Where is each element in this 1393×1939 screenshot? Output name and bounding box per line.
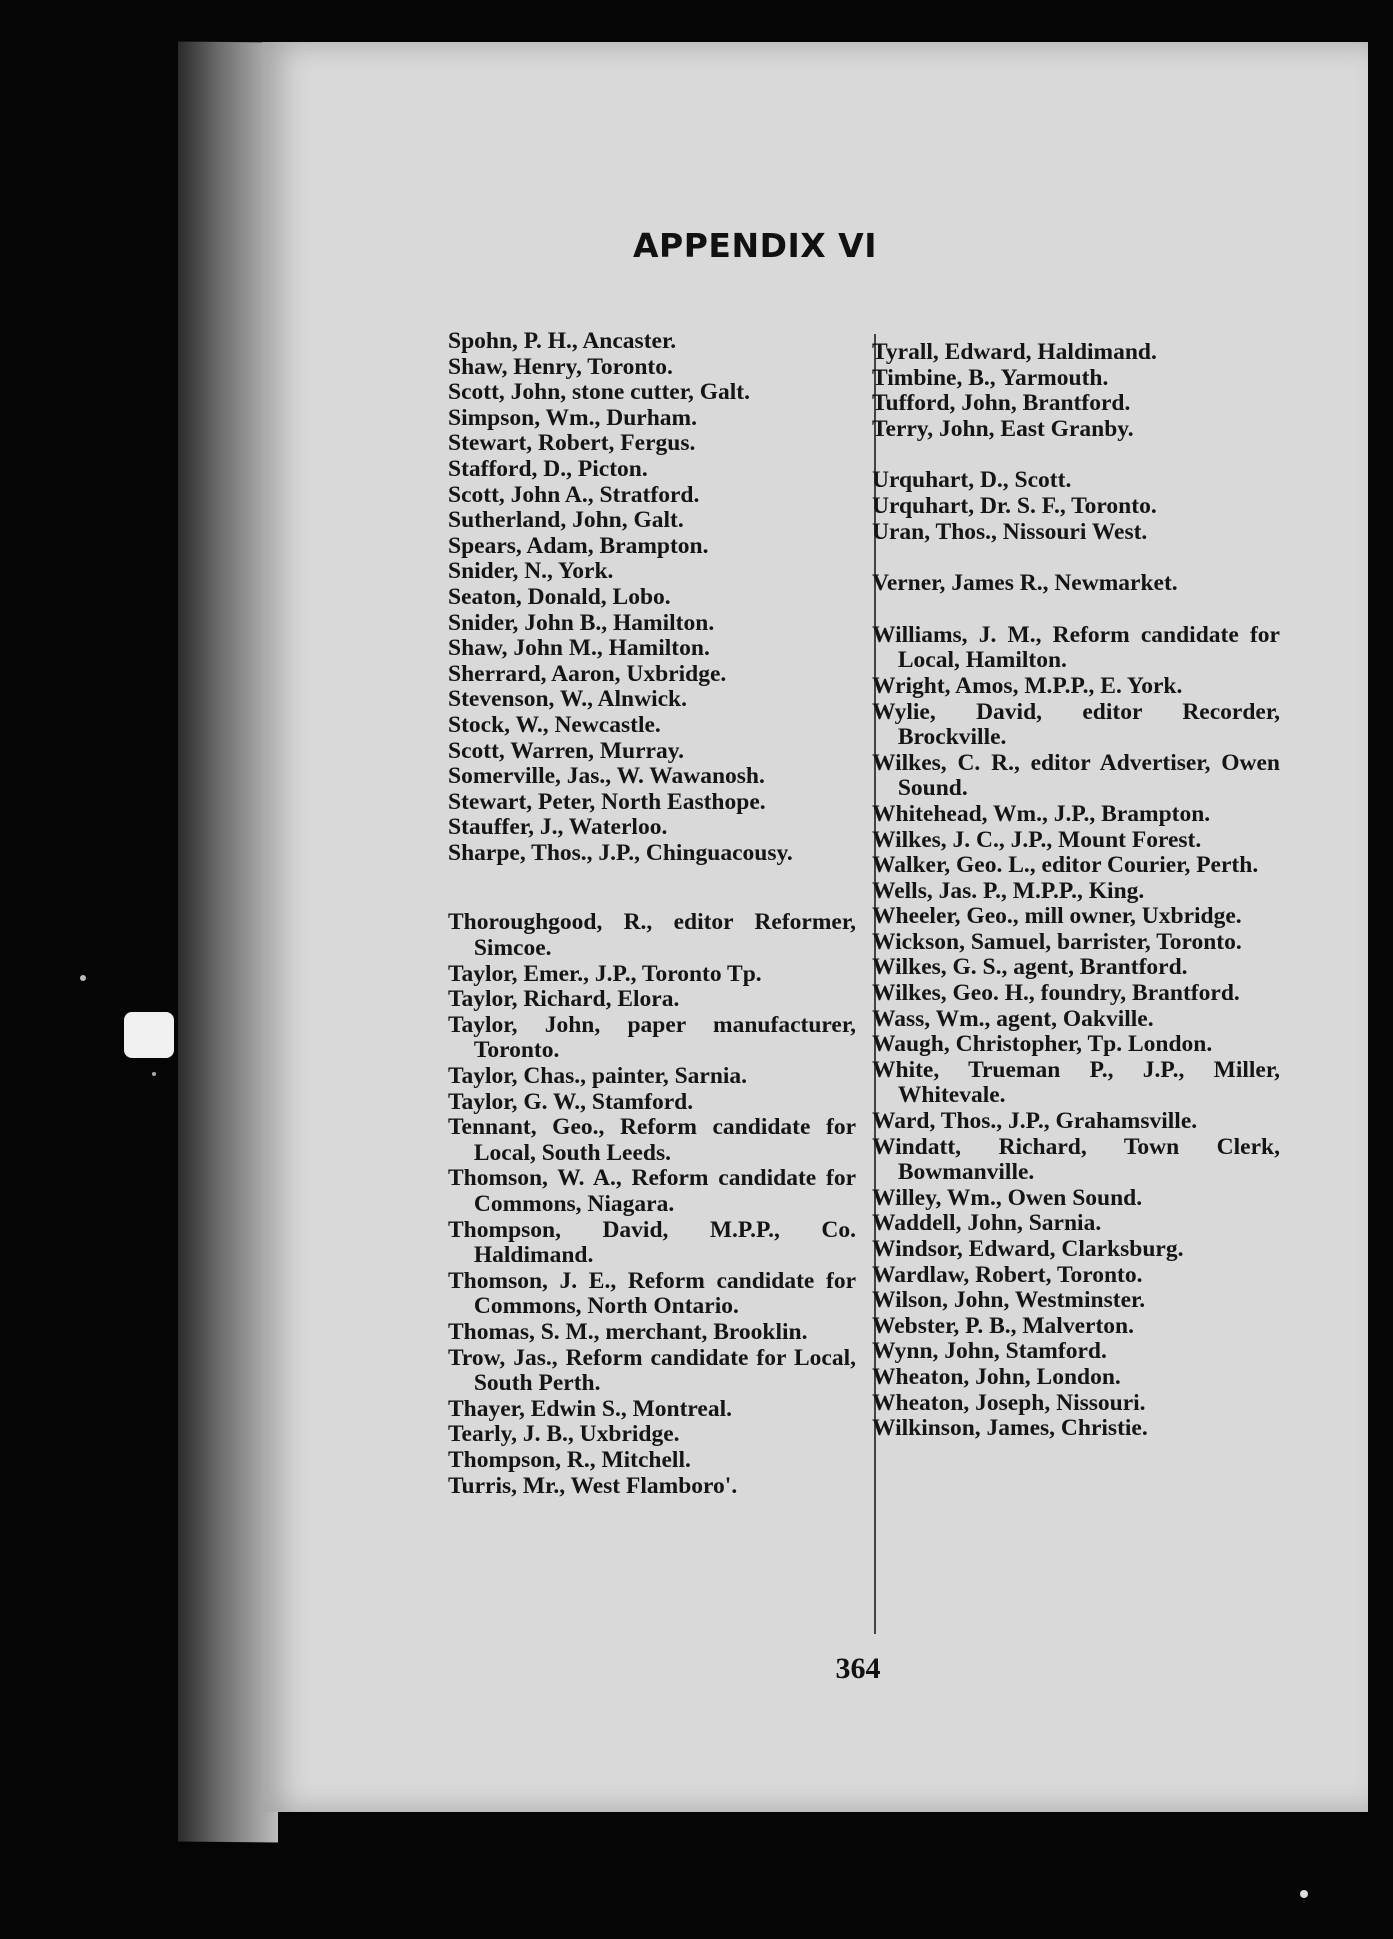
name-entry: White, Trueman P., J.P., Miller, Whitevale. [872,1056,1280,1109]
name-entry: Turris, Mr., West Flamboro'. [448,1472,738,1499]
name-entry: Wilkinson, James, Christie. [872,1415,1148,1442]
name-entry: Whitehead, Wm., J.P., Brampton. [872,800,1211,827]
name-entry: Wheaton, Joseph, Nissouri. [872,1389,1146,1416]
name-entry: Sutherland, John, Galt. [448,507,684,534]
name-entry: Tennant, Geo., Reform candidate for Local, South Leeds. [448,1114,856,1166]
name-entry: Tufford, John, Brantford. [872,390,1131,417]
name-entry: Uran, Thos., Nissouri West. [872,518,1148,545]
section-gap [872,545,1280,571]
name-entry: Wass, Wm., agent, Oakville. [872,1005,1154,1032]
section-gap [448,866,856,910]
name-entry: Snider, N., York. [448,558,614,585]
name-entry: Wilkes, G. S., agent, Brantford. [872,954,1188,981]
scan-speck [1300,1890,1308,1898]
name-entry: Stauffer, J., Waterloo. [448,814,668,841]
name-entry: Somerville, Jas., W. Wawanosh. [448,763,765,790]
page-heading: APPENDIX VI [633,226,877,265]
name-entry: Wynn, John, Stamford. [872,1338,1107,1365]
name-entry: Sherrard, Aaron, Uxbridge. [448,660,727,687]
name-entry: Thomson, W. A., Reform candidate for Commons, Niagara. [448,1165,856,1217]
name-entry: Urquhart, D., Scott. [872,467,1072,494]
left-column [448,329,856,1499]
name-entry: Seaton, Donald, Lobo. [448,583,671,610]
page-number: 364 [835,1652,881,1685]
name-entry: Wilson, John, Westminster. [872,1287,1146,1314]
name-entry: Scott, Warren, Murray. [448,737,685,764]
name-entry: Wardlaw, Robert, Toronto. [872,1261,1143,1288]
name-entry: Urquhart, Dr. S. F., Toronto. [872,492,1157,519]
name-entry: Snider, John B., Hamilton. [448,609,715,636]
name-entry: Trow, Jas., Reform candidate for Local, South Perth. [448,1344,856,1397]
name-entry: Thoroughgood, R., editor Reformer, Simcoe. [448,909,856,962]
name-entry: Scott, John A., Stratford. [448,481,700,508]
name-entry: Wheeler, Geo., mill owner, Uxbridge. [872,903,1242,930]
name-entry: Windatt, Richard, Town Clerk, Bowmanville. [872,1133,1280,1186]
name-entry: Stewart, Peter, North Easthope. [448,788,766,815]
name-entry: Williams, J. M., Reform candidate for Local, Hamilton. [872,621,1280,674]
name-entry: Sharpe, Thos., J.P., Chinguacousy. [448,839,793,866]
name-entry: Thayer, Edwin S., Montreal. [448,1395,732,1422]
name-entry: Wright, Amos, M.P.P., E. York. [872,672,1183,699]
section-gap [872,442,1280,468]
name-entry: Waddell, John, Sarnia. [872,1210,1102,1237]
scan-speck [124,1012,174,1058]
scan-speck [152,1072,156,1076]
name-entry: Thomas, S. M., merchant, Brooklin. [448,1318,808,1345]
name-entry: Wilkes, Geo. H., foundry, Brantford. [872,980,1240,1007]
name-entry: Webster, P. B., Malverton. [872,1312,1134,1339]
name-entry: Spears, Adam, Brampton. [448,532,709,559]
name-entry: Wells, Jas. P., M.P.P., King. [872,877,1145,904]
name-entry: Spohn, P. H., Ancaster. [448,328,677,354]
name-entry: Wylie, David, editor Recorder, Brockville. [872,698,1280,751]
name-entry: Thompson, R., Mitchell. [448,1446,691,1473]
scan-speck [80,975,86,981]
name-entry: Simpson, Wm., Durham. [448,404,697,431]
name-entry: Taylor, Chas., painter, Sarnia. [448,1063,748,1090]
name-entry: Verner, James R., Newmarket. [872,570,1178,597]
name-entry: Windsor, Edward, Clarksburg. [872,1236,1184,1262]
name-entry: Thompson, David, M.P.P., Co. Haldimand. [448,1216,856,1269]
name-entry: Waugh, Christopher, Tp. London. [872,1031,1213,1058]
name-entry: Walker, Geo. L., editor Courier, Perth. [872,852,1259,879]
name-entry: Shaw, John M., Hamilton. [448,635,710,662]
name-entry: Wheaton, John, London. [872,1363,1121,1390]
name-entry: Taylor, Richard, Elora. [448,986,680,1013]
name-entry: Wickson, Samuel, barrister, Toronto. [872,928,1242,955]
name-entry: Tearly, J. B., Uxbridge. [448,1421,680,1448]
name-entry: Stafford, D., Picton. [448,455,648,482]
name-entry: Taylor, G. W., Stamford. [448,1088,694,1115]
name-entry: Taylor, John, paper manufacturer, Toronto. [448,1011,856,1064]
name-entry: Terry, John, East Granby. [872,415,1134,442]
name-entry: Thomson, J. E., Reform candidate for Commons, North Ontario. [448,1267,856,1320]
name-entry: Stewart, Robert, Fergus. [448,430,696,457]
name-entry: Stock, W., Newcastle. [448,711,661,738]
name-entry: Wilkes, J. C., J.P., Mount Forest. [872,826,1202,853]
name-entry: Tyrall, Edward, Haldimand. [872,339,1157,365]
name-entry: Ward, Thos., J.P., Grahamsville. [872,1108,1198,1135]
name-entry: Shaw, Henry, Toronto. [448,353,673,380]
name-entry: Stevenson, W., Alnwick. [448,686,687,713]
name-entry: Willey, Wm., Owen Sound. [872,1184,1143,1211]
name-entry: Scott, John, stone cutter, Galt. [448,379,751,406]
name-entry: Taylor, Emer., J.P., Toronto Tp. [448,960,762,987]
section-gap [872,597,1280,623]
name-entry: Wilkes, C. R., editor Advertiser, Owen Sound. [872,749,1280,802]
name-entry: Timbine, B., Yarmouth. [872,364,1109,391]
right-column [872,340,1280,1442]
